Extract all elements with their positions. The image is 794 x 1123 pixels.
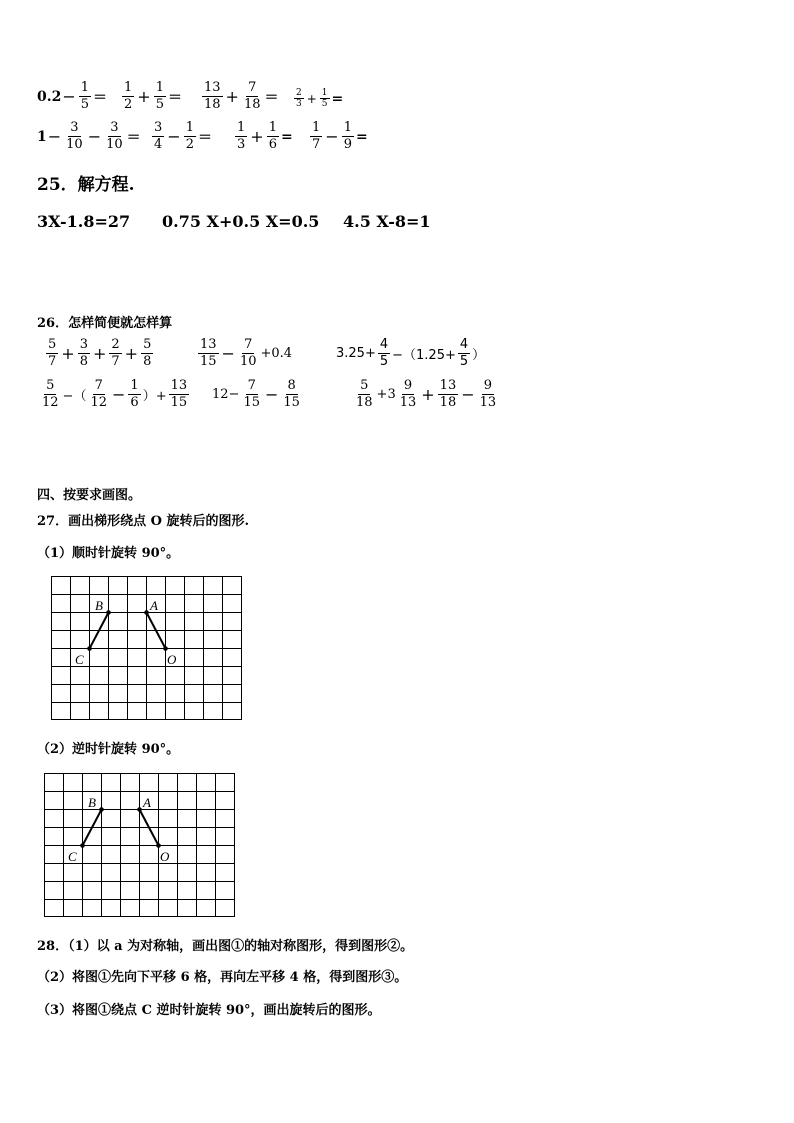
- q26-expr-1: 5 7 + $\frac{3}{8}$ + $\frac{2}{7}$ + $\frac{5}{8}$: [48, 337, 152, 369]
- point-c: [80, 843, 85, 848]
- label-o: O: [160, 849, 170, 864]
- fraction: $\frac{8}{15}$: [283, 378, 300, 410]
- point-o: [156, 843, 161, 848]
- fraction: $\frac{2}{7}$: [111, 337, 120, 369]
- q28-line2: （2）将图①先向下平移 6 格，再向左平移 4 格，得到图形③。: [37, 970, 408, 985]
- q26-title: 26．怎样简便就怎样算: [37, 316, 173, 331]
- q26-expr-3: 3.25+ $\frac{4}{5}$ −（1.25+ $\frac{4}{5}$ ）: [336, 337, 486, 369]
- q25-title: 25．解方程.: [37, 175, 135, 195]
- fraction: $\frac{3}{8}$: [79, 337, 88, 369]
- fraction: $\frac{3}{10}$: [66, 120, 83, 152]
- fraction: 2 3: [296, 88, 302, 109]
- section4-title: 四、按要求画图。: [37, 488, 142, 503]
- label-c: C: [68, 849, 77, 864]
- fraction: 1 2: [124, 80, 133, 112]
- fraction: $\frac{1}{5}$: [321, 88, 328, 109]
- fraction: 1 7: [312, 120, 321, 152]
- point-b: [106, 610, 111, 615]
- fraction: $\frac{3}{10}$: [106, 120, 123, 152]
- fraction: 5 12: [42, 378, 59, 410]
- fraction: 3 4: [154, 120, 163, 152]
- expr-r1-3: 13 18 + $\frac{7}{18}$ ＝: [204, 80, 279, 112]
- q26-expr-2: 13 15 − $\frac{7}{10}$ +0.4: [200, 337, 293, 369]
- fraction: $\frac{4}{5}$: [379, 337, 389, 369]
- point-o: [163, 646, 168, 651]
- grid-lines: [45, 774, 235, 917]
- expr-r2-4: 1 7 − $\frac{1}{9}$ =: [312, 120, 368, 152]
- expr-r1-4: 2 3 + $\frac{1}{5}$ =: [296, 88, 344, 109]
- expr-r2-3: 1 3 + $\frac{1}{6}$ =: [237, 120, 293, 152]
- equation-1: 3X-1.8=27: [37, 212, 131, 231]
- label-c: C: [75, 652, 84, 667]
- fraction: $\frac{1}{5}$: [80, 80, 90, 112]
- fraction: $\frac{4}{5}$: [459, 337, 469, 369]
- fraction: 13 18: [204, 80, 221, 112]
- fraction: $\frac{7}{10}$: [239, 337, 257, 369]
- fraction: 5 18: [356, 378, 373, 410]
- equation-2: 0.75 X+0.5 X=0.5: [162, 212, 320, 231]
- grid-clockwise: [50, 575, 250, 725]
- label-b: B: [95, 598, 103, 613]
- fraction: $\frac{9}{13}$: [479, 378, 497, 410]
- grid-lines: [52, 577, 242, 720]
- fraction: $\frac{1}{9}$: [343, 120, 352, 152]
- fraction: $\frac{1}{2}$: [185, 120, 194, 152]
- point-a: [137, 807, 142, 812]
- label-b: B: [88, 795, 96, 810]
- fraction: $\frac{1}{6}$: [130, 378, 139, 410]
- fraction: 5 7: [48, 337, 57, 369]
- fraction: $\frac{5}{8}$: [143, 337, 152, 369]
- q26-expr-5: 12− $\frac{7}{15}$ − $\frac{8}{15}$: [212, 378, 300, 410]
- fraction: $\frac{7}{15}$: [243, 378, 260, 410]
- q26-expr-6: 5 18 +3 9 13 + $\frac{13}{18}$ − $\frac{9}{13}$: [356, 378, 497, 410]
- expr-r1-1: 0.2 − $\frac{1}{5}$ ＝: [37, 80, 108, 112]
- q28-line3: （3）将图①绕点 C 逆时针旋转 90°，画出旋转后的图形。: [37, 1003, 381, 1018]
- expr-r1-2: 1 2 + $\frac{1}{5}$ ＝: [124, 80, 182, 112]
- fraction: 7 12: [90, 378, 107, 410]
- q28-line1: 28．（1）以 a 为对称轴，画出图①的轴对称图形，得到图形②。: [37, 939, 414, 954]
- label-a: A: [143, 795, 151, 810]
- point-c: [87, 646, 92, 651]
- q26-expr-4: 5 12 −（ 7 12 − $\frac{1}{6}$ ）+ $\frac{13}{15}$: [42, 378, 188, 410]
- label-o: O: [167, 652, 177, 667]
- q27-part2: （2）逆时针旋转 90°。: [37, 742, 180, 757]
- expr-r2-2: 3 4 − $\frac{1}{2}$ ＝: [154, 120, 212, 152]
- fraction: $\frac{13}{18}$: [439, 378, 457, 410]
- q27-title: 27．画出梯形绕点 O 旋转后的图形.: [37, 514, 249, 529]
- fraction: $\frac{1}{5}$: [155, 80, 164, 112]
- fraction: $\frac{13}{15}$: [170, 378, 188, 410]
- fraction: $\frac{1}{6}$: [268, 120, 277, 152]
- fraction: $\frac{7}{18}$: [243, 80, 261, 112]
- fraction: 9 13: [399, 378, 417, 410]
- label-a: A: [150, 598, 158, 613]
- fraction: 13 15: [200, 337, 217, 369]
- expr-r2-1: 1 − $\frac{3}{10}$ − $\frac{3}{10}$ ＝: [37, 120, 141, 152]
- grid-counterclockwise: [43, 772, 243, 922]
- fraction: 1 3: [237, 120, 246, 152]
- q27-part1: （1）顺时针旋转 90°。: [37, 546, 180, 561]
- point-b: [99, 807, 104, 812]
- point-a: [144, 610, 149, 615]
- equation-3: 4.5 X-8=1: [343, 212, 431, 231]
